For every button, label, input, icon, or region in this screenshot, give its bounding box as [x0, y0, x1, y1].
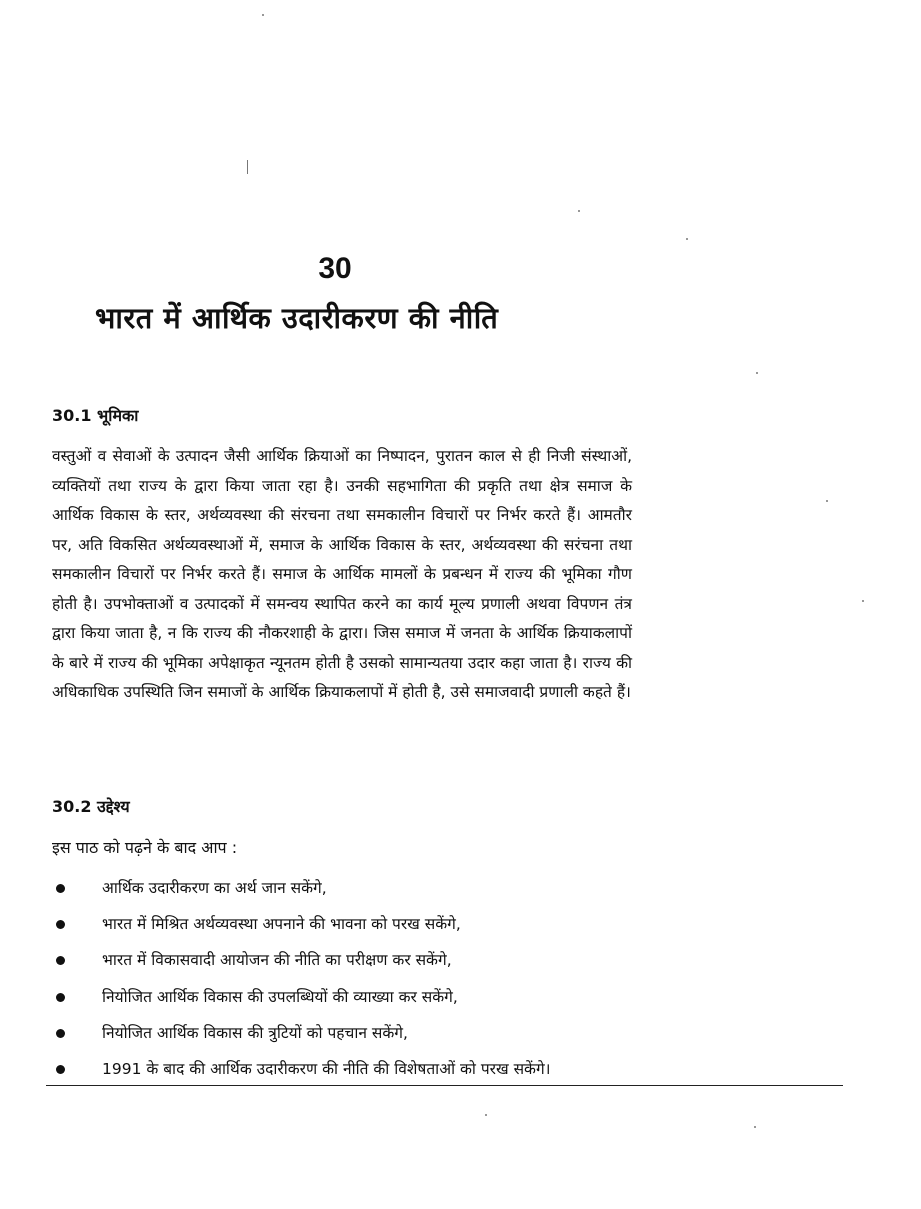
- objective-text: 1991 के बाद की आर्थिक उदारीकरण की नीति की विशेषताओं को परख सकेंगे।: [102, 1059, 551, 1078]
- objective-text: भारत में मिश्रित अर्थव्यवस्था अपनाने की भावना को परख सकेंगे,: [102, 915, 461, 934]
- objective-text: भारत में विकासवादी आयोजन की नीति का परीक्षण कर सकेंगे,: [102, 951, 452, 970]
- bullet-icon: [56, 884, 65, 893]
- bottom-divider: [46, 1085, 843, 1086]
- scan-speck: [578, 210, 580, 212]
- bullet-icon: [56, 1029, 65, 1038]
- objectives-list: [52, 870, 652, 1087]
- bullet-icon: [56, 956, 65, 965]
- list-item: [52, 906, 652, 942]
- bullet-icon: [56, 1065, 65, 1074]
- scan-speck: [485, 1114, 487, 1116]
- scan-speck: [862, 600, 864, 602]
- bullet-icon: [56, 920, 65, 929]
- scan-speck: [756, 372, 758, 374]
- scan-speck: [686, 238, 688, 240]
- list-item: [52, 1051, 652, 1087]
- section-heading-objectives: 30.2 उद्देश्य: [52, 797, 130, 816]
- scan-speck: [826, 500, 828, 502]
- list-item: [52, 870, 652, 906]
- section-heading-introduction: 30.1 भूमिका: [52, 406, 139, 425]
- introduction-paragraph: वस्तुओं व सेवाओं के उत्पादन जैसी आर्थिक क्रियाओं का निष्पादन, पुरातन काल से ही निजी संस्थाओं, व्यक्तियों तथा राज्य के द्वारा किया जाता रहा है। उनकी सहभागिता की प्रकृति तथा क्षेत्र समाज के आर्थिक विकास के स्तर, अर्थव्यवस्था की संरचना तथा समकालीन विचारों पर निर्भर करते हैं। आमतौर पर, अति विकसित अर्थव्यवस्थाओं में, समाज के आर्थिक विकास के स्तर, अर्थव्यवस्था की सरंचना तथा समकालीन विचारों पर निर्भर करते हैं। समाज के आर्थिक मामलों के प्रबन्धन में राज्य की भूमिका गौण होती है। उपभोक्ताओं व उत्पादकों में समन्वय स्थापित करने का कार्य मूल्य प्रणाली अथवा विपणन तंत्र द्वारा किया जाता है, न कि राज्य की नौकरशाही के द्वारा। जिस समाज में जनता के आर्थिक क्रियाकलापों के बारे में राज्य की भूमिका अपेक्षाकृत न्यूनतम होती है उसको सामान्यतया उदार कहा जाता है। राज्य की अधिकाधिक उपस्थिति जिन समाजों के आर्थिक क्रियाकलापों में होती है, उसे समाजवादी प्रणाली कहते हैं।: [52, 447, 632, 701]
- list-item: [52, 1015, 652, 1051]
- objectives-intro: इस पाठ को पढ़ने के बाद आप :: [52, 838, 238, 857]
- list-item: [52, 942, 652, 978]
- list-item: [52, 979, 652, 1015]
- bullet-icon: [56, 993, 65, 1002]
- scan-speck: [247, 160, 248, 174]
- chapter-number: 30: [318, 252, 352, 285]
- chapter-title: भारत में आर्थिक उदारीकरण की नीति: [95, 301, 499, 335]
- objective-text: नियोजित आर्थिक विकास की त्रुटियों को पहचान सकेंगे,: [102, 1023, 408, 1042]
- objective-text: आर्थिक उदारीकरण का अर्थ जान सकेंगे,: [102, 879, 327, 897]
- scan-speck: [754, 1126, 756, 1128]
- scan-speck: [262, 14, 264, 16]
- objective-text: नियोजित आर्थिक विकास की उपलब्धियों की व्याख्या कर सकेंगे,: [102, 987, 458, 1006]
